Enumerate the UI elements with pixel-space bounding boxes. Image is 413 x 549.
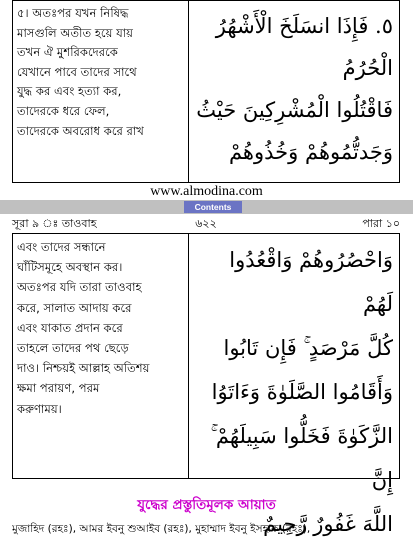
bengali-line: করে, সালাত আদায় করে (17, 300, 132, 315)
bengali-line: দাও। নিশ্চয়ই আল্লাহ অতিশয় (17, 361, 150, 376)
arabic-line: فَاقْتُلُوا الْمُشْرِكِينَ حَيْثُ (196, 98, 393, 122)
bengali-line: তাদেরকে ধরে ফেল, (17, 103, 110, 118)
bengali-line: ৫। অতঃপর যখন নিষিদ্ধ (17, 6, 129, 20)
verse-table-top (12, 0, 400, 183)
arabic-line: ٥. فَإِذَا انسَلَخَ الْأَشْهُرُ الْحُرُمُ (215, 14, 393, 80)
bengali-line: তাহলে তাদের পথ ছেড়ে (17, 341, 129, 356)
bengali-translation-cell (13, 234, 189, 478)
page-header (12, 216, 400, 232)
page-number: ৬২২ (195, 217, 217, 230)
bengali-line: তাদেরকে অবরোধ করে রাখ (17, 123, 144, 138)
arabic-line: وَاحْصُرُوهُمْ وَاقْعُدُوا لَهُمْ (229, 248, 393, 316)
bengali-line: অতঃপর যদি তারা তাওবাহ (17, 280, 142, 295)
arabic-verse-cell (189, 1, 399, 182)
bengali-line: ক্ষমা পরায়ণ, পরম (17, 381, 100, 396)
bengali-line: ঘাঁটিসমূহে অবস্থান কর। (17, 260, 123, 275)
arabic-line: اللَّهَ غَفُورٌ رَّحِيمٌ (263, 512, 393, 536)
arabic-line: كُلَّ مَرْصَدٍ ۚ فَإِن تَابُوا (223, 336, 393, 360)
para-number: পারা ১০ (362, 217, 400, 230)
bengali-line: যেখানে পাবে তাদের সাথে (17, 64, 137, 79)
bengali-line: মাসগুলি অতীত হয়ে যায় (17, 25, 133, 40)
bengali-line: যুদ্ধ কর এবং হত্যা কর, (17, 84, 122, 99)
section-title: যুদ্ধের প্রস্তুতিমূলক আয়াত (137, 497, 276, 513)
contents-button[interactable]: Contents (184, 201, 242, 213)
arabic-line: وَجَدتُّمُوهُمْ وَخُذُوهُمْ (228, 140, 393, 164)
site-url[interactable]: www.almodina.com (150, 184, 263, 199)
arabic-line: وَأَقَامُوا الصَّلَوٰةَ وَءَاتَوُا (211, 380, 393, 404)
bengali-line: এবং তাদের সন্ধানে (17, 240, 106, 254)
bengali-translation-cell (13, 1, 189, 182)
footer-text: মুজাহিদ (রহঃ), আমর ইবনু শুআইব (রহঃ), মুহাম্মাদ ইবনু ইসহাক (রহঃ), (12, 523, 311, 535)
surah-name: সূরা ৯ ঃ তাওবাহ (12, 217, 97, 230)
bengali-line: তখন ঐ মুশরিকদেরকে (17, 45, 118, 60)
bengali-line: করুণাময়। (17, 401, 62, 416)
bengali-line: এবং যাকাত প্রদান করে (17, 320, 123, 335)
arabic-line: الزَّكَوٰةَ فَخَلُّوا سَبِيلَهُمْ ۚ إِنَّ (210, 424, 393, 492)
